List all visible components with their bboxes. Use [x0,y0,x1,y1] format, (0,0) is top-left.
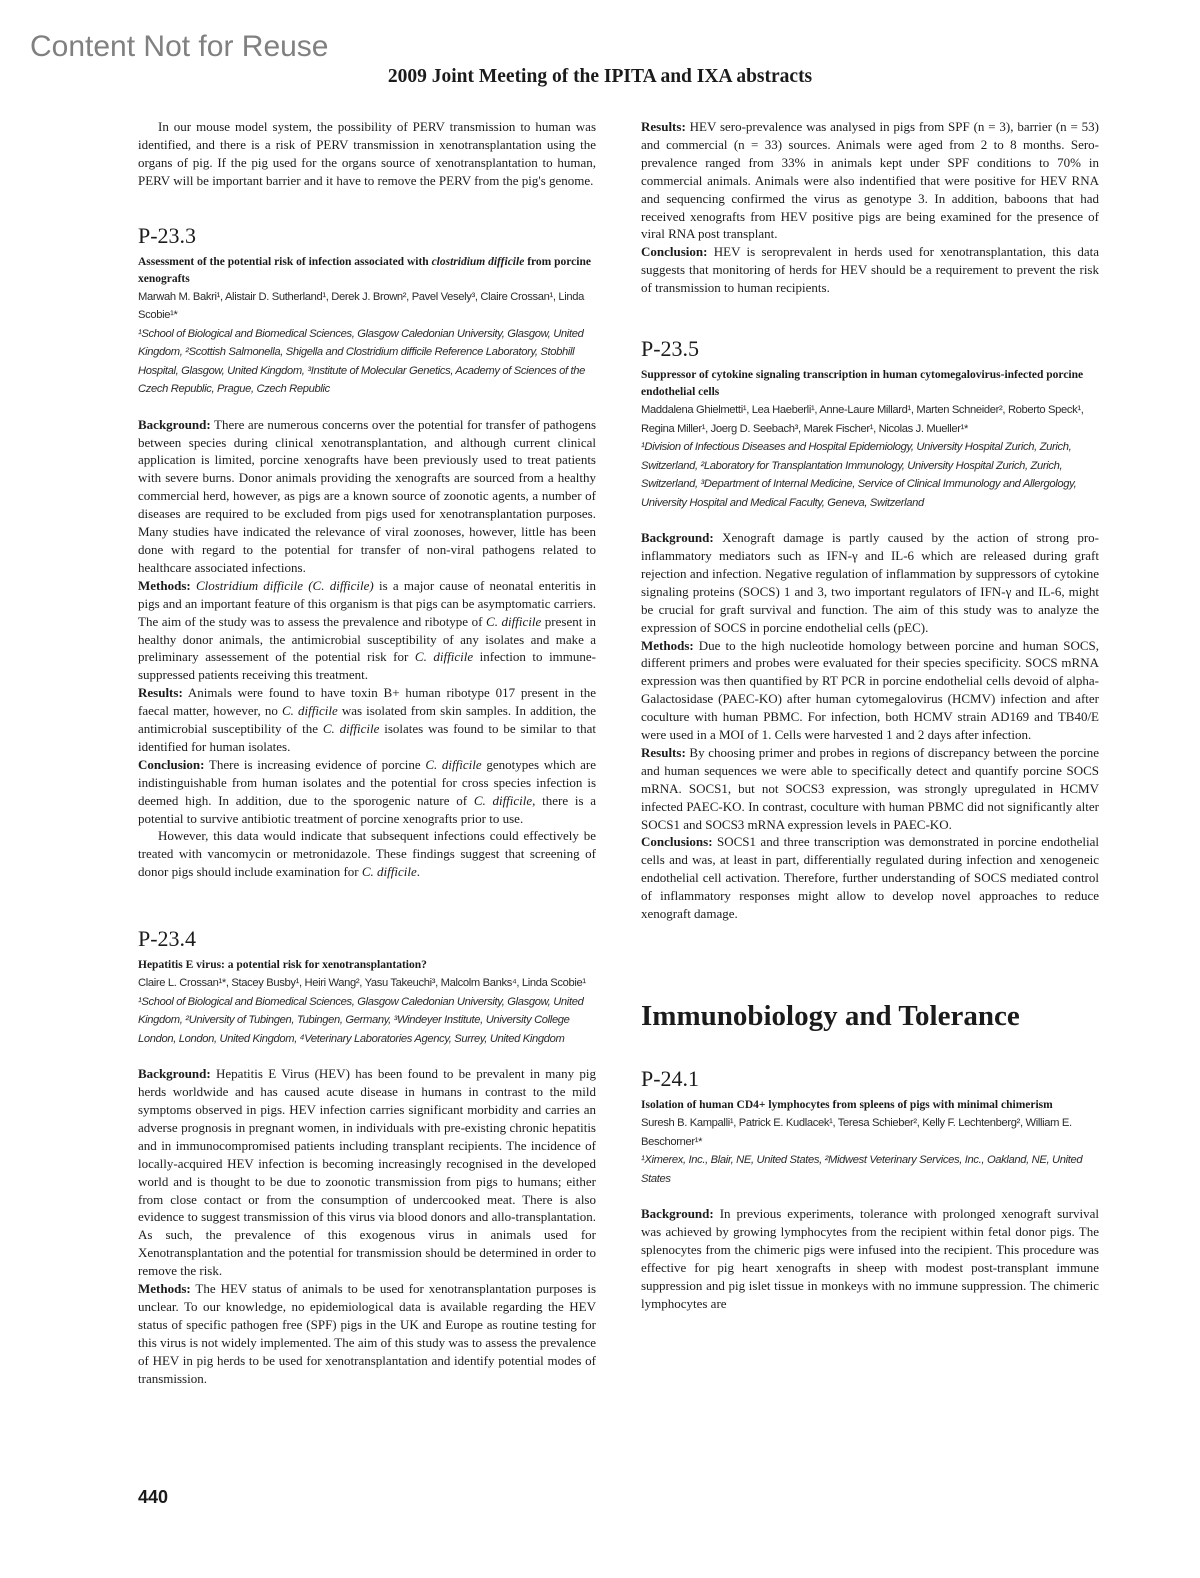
abstract-p24-1 [641,1067,1099,1312]
affiliations: ¹Division of Infectious Diseases and Hospital Epidemiology, University Hospital Zurich, Zurich, Switzerland, ²Laboratory for Transplantation Immunology, University Hospital Zurich, Zurich, Switzerland, ³Department of Internal Medicine, Service of Clinical Immunology and Allergology, University Hospital and Medical Faculty, Geneva, Switzerland [641,441,1077,509]
abstract-title: Hepatitis E virus: a potential risk for xenotransplantation? [138,959,427,972]
methods-paragraph: Methods: Due to the high nucleotide homology between porcine and human SOCS, different primers and probes were evaluated for their species specificity. SOCS mRNA expression was then quantified by RT PCR in porcine endothelial cells devoid of alpha-Galactosidase (PAEC-KO) after human cytomegalovirus (HCMV) infection and after coculture with human PBMC. For infection, both HCMV strain AD169 and TB40/E were used in a MOI of 1. Cells were harvested 1 and 2 days after infection. [641,637,1099,743]
abstract-p23-3 [138,224,596,882]
conclusion-paragraph: Conclusion: HEV is seroprevalent in herds used for xenotransplantation, this data suggests that monitoring of herds for HEV should be a requirement to prevent the risk of transmission to human recipients. [641,244,1099,296]
abstract-id: P-23.4 [138,926,197,952]
authors: Suresh B. Kampalli¹, Patrick E. Kudlacek¹, Teresa Schieber², Kelly F. Lechtenberg², William E. Beschorner¹* [641,1117,1072,1148]
left-column [138,118,596,1388]
methods-paragraph: Methods: Clostridium difficile (C. difficile) is a major cause of neonatal enteritis in pigs and an important feature of this organism is that pigs can be asymptomatic carriers. The aim of the study was to assess the prevalence and ribotype of C. difficile present in healthy donor animals, the antimicrobial susceptibility of any isolates and make a preliminary assessement of the potential risk for C. difficile infection to immune-suppressed patients receiving this treatment. [138,577,597,683]
watermark: Content Not for Reuse [30,30,329,63]
abstract-id: P-23.3 [138,222,197,248]
background-paragraph: Background: In previous experiments, tolerance with prolonged xenograft survival was achieved by growing lymphocytes from the recipient within fetal donor pigs. The splenocytes from the chimeric pigs were infused into the recipient. This procedure was effective for pig heart xenografts in sheep with modest post-transplant immune suppression and pig islet tissue in monkeys with no immune suppression. The chimeric lymphocytes are [641,1206,1100,1311]
results-paragraph: Results: Animals were found to have toxin B+ human ribotype 017 present in the faecal matter, however, no C. difficile was isolated from skin samples. In addition, the antimicrobial susceptibility of the C. difficile isolates was found to be similar to that identified for human isolates. [138,685,597,754]
abstract-title: Suppressor of cytokine signaling transcription in human cytomegalovirus-infected porcine endothelial cells [641,369,1084,399]
authors: Marwah M. Bakri¹, Alistair D. Sutherland¹, Derek J. Brown², Pavel Vesely³, Claire Crossan¹, Linda Scobie¹* [138,290,585,322]
results-paragraph: Results: By choosing primer and probes in regions of discrepancy between the porcine and human sequences we were able to specifically detect and quantify porcine SOCS mRNA. SOCS1, but not SOCS3 expression, was strongly upregulated in HCMV infected PAEC-KO. In contrast, coculture with human PBMC did not significantly alter SOCS1 and SOCS3 mRNA expression levels in PAEC-KO. [641,744,1100,832]
background-paragraph: Background: Hepatitis E Virus (HEV) has been found to be prevalent in many pig herds worldwide and has caused acute disease in humans in contrast to the mild symptoms observed in pigs. HEV infection carries significant morbidity and carries an adverse prognosis in pregnant women, in individuals with pre-existing chronic hepatitis and in immunocompromised patients including transplant recipients. The incidence of locally-acquired HEV infection is becoming increasingly recognised in the developed world and is thought to be due to zoonotic transmission from pigs to humans; either from close contact or from the consumption of undercooked meat. There is also evidence to suggest transmission of this virus via blood donors and allo-transplantation. As such, the prevalence of this exogenous virus in animals used for Xenotransplantation and the potential for transmission should be determined in order to remove the risk. [138,1066,597,1279]
authors: Claire L. Crossan¹*, Stacey Busby¹, Heiri Wang², Yasu Takeuchi³, Malcolm Banks⁴, Linda Scobie¹ [138,977,586,990]
background-paragraph: Background: There are numerous concerns over the potential for transfer of pathogens between species during clinical xenotransplantation, and although current clinical application is limited, porcine xenografts have been previously used to treat patients with severe burns. Donor animals providing the xenografts are sourced from a healthy commercial herd, however, as pigs are a known source of zoonotic agents, a number of diseases are required to be excluded from pigs used for xenotransplantation purposes. Many studies have indicated the relevance of viral zoonoses, however, little has been done with regard to the potential for transfer of non-viral pathogens related to healthcare associated infections. [138,416,596,575]
affiliations: ¹School of Biological and Biomedical Sciences, Glasgow Caledonian University, Glasgow, United Kingdom, ²University of Tubingen, Tubingen, Germany, ³Windeyer Institute, University College London, London, United Kingdom, ⁴Veterinary Laboratories Agency, Surrey, United Kingdom [138,995,584,1045]
followup-paragraph: However, this data would indicate that subsequent infections could effectively be treated with vancomycin or metronidazole. These findings suggest that screening of donor pigs should include examination for C. difficile. [138,828,596,880]
intro-paragraph: In our mouse model system, the possibility of PERV transmission to human was identified, and there is a risk of PERV transmission in xenotransplantation using the organs of pig. If the pig used for the organs source of xenotransplantation to human, PERV will be important barrier and it have to remove the PERV from the pig's genome. [138,119,596,188]
affiliations: ¹Ximerex, Inc., Blair, NE, United States, ²Midwest Veterinary Services, Inc., Oakland, NE, United States [641,1154,1083,1185]
abstract-p23-5 [641,337,1099,923]
affiliations: ¹School of Biological and Biomedical Sciences, Glasgow Caledonian University, Glasgow, United Kingdom, ²Scottish Salmonella, Shigella and Clostridium difficile Reference Laboratory, Stobhill Hospital, Glasgow, United Kingdom, ³Institute of Molecular Genetics, Academy of Sciences of the Czech Republic, Prague, Czech Republic [138,327,586,396]
running-head: 2009 Joint Meeting of the IPITA and IXA abstracts [387,66,813,87]
section-heading: Immunobiology and Tolerance [641,1000,1020,1032]
abstract-id: P-24.1 [641,1066,700,1091]
abstract-p23-4 [138,927,596,1387]
page-number: 440 [138,1487,169,1507]
right-column [641,118,1099,1312]
abstract-title: Assessment of the potential risk of infection associated with clostridium difficile from porcine xenografts [138,255,591,285]
results-paragraph: Results: HEV sero-prevalence was analysed in pigs from SPF (n = 3), barrier (n = 53) and commercial (n = 33) sources. Animals were aged from 2 to 8 months. Sero-prevalence ranged from 33% in animals kept under SPF conditions to 70% in commercial animals. Animals were also indentified that were positive for HEV RNA and sequencing confirmed the virus as genotype 3. In addition, baboons that had received xenografts from HEV positive pigs are being examined for the presence of viral RNA post transplant. [641,119,1099,242]
abstract-title: Isolation of human CD4+ lymphocytes from spleens of pigs with minimal chimerism [641,1099,1053,1111]
conclusion-paragraph: Conclusions: SOCS1 and three transcription was demonstrated in porcine endothelial cells and was, at least in part, differentially regulated during infection and xenogeneic endothelial cell activation. Therefore, further understanding of SOCS mediated control of inflammatory responses might allow to develop novel approaches to reduce xenograft damage. [641,834,1100,922]
abstract-id: P-23.5 [641,336,700,362]
authors: Maddalena Ghielmetti¹, Lea Haeberli¹, Anne-Laure Millard¹, Marten Schneider², Roberto Speck¹, Regina Miller¹, Joerg D. Seebach³, Marek Fischer¹, Nicolas J. Mueller¹* [641,404,1084,435]
conclusion-paragraph: Conclusion: There is increasing evidence of porcine C. difficile genotypes which are indistinguishable from human isolates and the potential for cross species infection is deemed high. In addition, due to the sporogenic nature of C. difficile, there is a potential to survive antibiotic treatment of porcine xenografts prior to use. [138,756,597,826]
methods-paragraph: Methods: The HEV status of animals to be used for xenotransplantation purposes is unclear. To our knowledge, no epidemiological data is available regarding the HEV status of specific pathogen free (SPF) pigs in the UK and Europe as routine testing for this virus is not widely implemented. The aim of this study was to assess the prevalence of HEV in pig herds to be used for xenotransplantation and identify potential modes of transmission. [138,1281,597,1386]
background-paragraph: Background: Xenograft damage is partly caused by the action of strong pro-inflammatory mediators such as IFN-γ and IL-6 which are released during graft rejection and infection. Negative regulation of inflammation by suppressors of cytokine signaling proteins (SOCS) 1 and 3, two important regulators of IFN-γ and IL-6, might be crucial for graft survival and function. The aim of this study was to analyze the expression of SOCS in porcine endothelial cells (pEC). [641,530,1100,635]
